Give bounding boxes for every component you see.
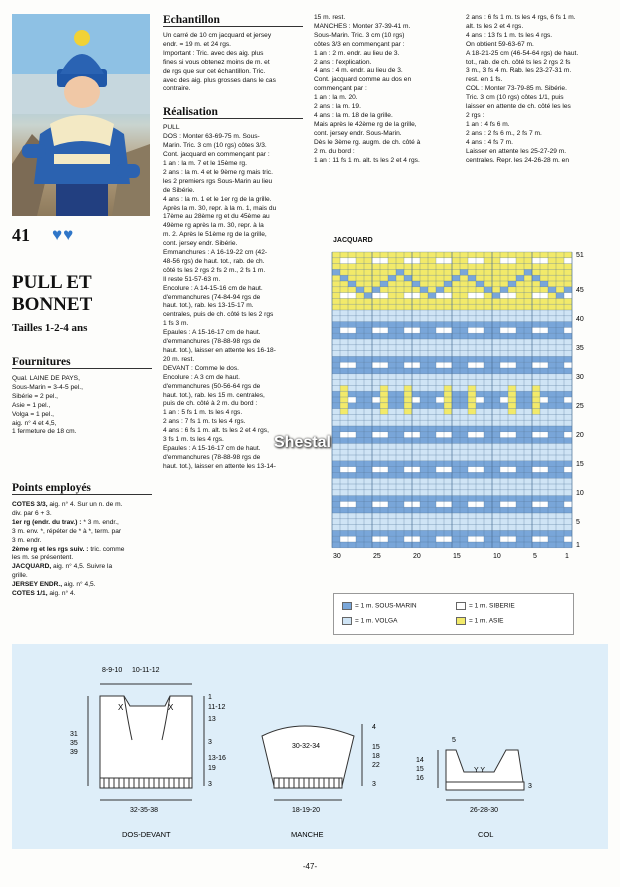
text-line: contraire. bbox=[163, 85, 191, 93]
text-line: Encolure : A 14-15-16 cm de haut. bbox=[163, 284, 263, 292]
text-line: 2 rgs : bbox=[466, 111, 485, 119]
points-line: div. par 6 + 3. bbox=[12, 509, 52, 517]
jacquard-grid bbox=[330, 246, 600, 586]
legend-siberie: = 1 m. SIBERIE bbox=[456, 602, 515, 610]
echantillon-text bbox=[163, 32, 303, 94]
manche-bottom: 18-19-20 bbox=[292, 807, 321, 814]
text-line: haut. tot.), laisser en attente les 16-18- bbox=[163, 347, 276, 354]
row-label: 45 bbox=[576, 286, 584, 294]
svg-text:15: 15 bbox=[372, 744, 380, 751]
col-yy: Y Y bbox=[474, 767, 486, 774]
text-line: MANCHES : Monter 37-39-41 m. bbox=[314, 22, 411, 30]
svg-text:3: 3 bbox=[372, 781, 376, 788]
dos-left-1: 31 bbox=[70, 731, 78, 738]
text-line: côté ts les 2 rgs 2 fs 2 m., 2 fs 1 m. bbox=[163, 266, 266, 274]
points-line: 3 m. endr. bbox=[12, 536, 42, 544]
manche-label: MANCHE bbox=[291, 830, 324, 839]
fournitures-list bbox=[12, 375, 152, 437]
svg-text:19: 19 bbox=[208, 765, 216, 772]
row-label: 10 bbox=[576, 489, 584, 497]
svg-text:14: 14 bbox=[416, 757, 424, 764]
points-line: 2ème rg et les rgs suiv. : tric. comme bbox=[12, 545, 125, 553]
points-line: les m. se présentent. bbox=[12, 554, 74, 562]
fournitures-section bbox=[12, 356, 152, 437]
svg-text:X: X bbox=[118, 703, 124, 712]
text-line: Emmanchures : A 16-19-22 cm (42- bbox=[163, 249, 268, 257]
text-line: laisser en attente de ch. côté les les bbox=[466, 103, 571, 111]
text-line: d'emmanchures (78-88-98 rgs de bbox=[163, 453, 261, 461]
dos-top-right: 10-11-12 bbox=[132, 667, 160, 674]
text-line: A 18-21-25 cm (46-54-64 rgs) de haut. bbox=[466, 49, 579, 57]
text-line: 4 ans : 13 fs 1 m. ts les 4 rgs. bbox=[466, 31, 553, 39]
svg-text:11-12: 11-12 bbox=[208, 704, 226, 711]
text-line: Volga = 1 pel., bbox=[12, 410, 54, 418]
col-top: 5 bbox=[452, 737, 456, 744]
text-line: 1 an : la m. 7 et le 15ème rg. bbox=[163, 159, 247, 167]
text-line: Il reste 51-57-63 m. bbox=[163, 275, 221, 283]
text-line: COL : Monter 73-79-85 m. Sibérie. bbox=[466, 85, 567, 93]
text-line: 4 ans : 4 m. endr. au lieu de 3. bbox=[314, 67, 403, 75]
text-line: Un carré de 10 cm jacquard et jersey bbox=[163, 32, 272, 39]
text-line: 1 an : 4 fs 6 m. bbox=[466, 120, 510, 128]
difficulty-hearts-icon: ♥♥ bbox=[52, 225, 75, 244]
text-line: 1 fermeture de 18 cm. bbox=[12, 428, 77, 436]
text-line: puis de ch. côté à 2 m. du bord : bbox=[163, 400, 258, 408]
text-line: fines si vous obtenez moins de m. et bbox=[163, 58, 270, 66]
text-line: Epaules : A 15-16-17 cm de haut. bbox=[163, 329, 261, 337]
text-line: 49ème rg après la m. 30, repr. à la bbox=[163, 222, 264, 230]
text-line: 4 ans : la m. 18 de la grille. bbox=[314, 111, 393, 119]
text-line: 3 m., 3 fs 4 m. Rab. les 23-27-31 m. bbox=[466, 67, 572, 75]
svg-text:13: 13 bbox=[208, 716, 216, 723]
text-line: endr. = 19 m. et 24 rgs. bbox=[163, 40, 231, 48]
text-line: Laisser en attente les 25-27-29 m. bbox=[466, 147, 567, 155]
legend-asie: = 1 m. ASIE bbox=[456, 617, 504, 625]
dos-bottom: 32-35-38 bbox=[130, 807, 159, 814]
col-label: 5 bbox=[533, 552, 537, 560]
text-column-3 bbox=[314, 14, 456, 165]
text-line: 2 ans : l'explication. bbox=[314, 58, 372, 66]
text-line: Qual. LAINE DE PAYS, bbox=[12, 375, 80, 382]
legend-sous-marin: = 1 m. SOUS-MARIN bbox=[342, 602, 417, 610]
row-label: 25 bbox=[576, 402, 584, 410]
points-line: COTES 3/3, aig. n° 4. Sur un n. de m. bbox=[12, 501, 123, 508]
text-line: 15 m. rest. bbox=[314, 14, 346, 21]
text-line: 2 ans : 7 fs 1 m. ts les 4 rgs. bbox=[163, 418, 246, 426]
text-line: 2 ans : la m. 4 et le 9ème rg mais tric. bbox=[163, 168, 273, 176]
manche-top: 30-32-34 bbox=[292, 743, 321, 750]
text-line: 4 ans : la m. 1 et le 1er rg de la grille. bbox=[163, 195, 272, 203]
text-line: 1 an : la m. 20. bbox=[314, 94, 358, 102]
text-line: centrales. Repr. les 24-26-28 m. en bbox=[466, 156, 569, 164]
text-line: de Sibérie. bbox=[163, 186, 195, 194]
text-line: cont. jersey endr. Sibérie. bbox=[163, 240, 238, 248]
text-line: Sous-Marin = 3-4-5 pel., bbox=[12, 383, 83, 391]
echantillon-section bbox=[163, 14, 303, 472]
points-line: JERSEY ENDR., aig. n° 4,5. bbox=[12, 581, 96, 589]
text-line: 1 an : 11 fs 1 m. alt. ts les 2 et 4 rgs. bbox=[314, 156, 420, 164]
text-line: côtes 3/3 en commençant par : bbox=[314, 40, 405, 48]
svg-text:3: 3 bbox=[528, 783, 532, 790]
text-line: Asie = 1 pel., bbox=[12, 401, 51, 409]
svg-text:X: X bbox=[168, 703, 174, 712]
legend bbox=[333, 593, 574, 635]
text-line: d'emmanchures (78-88-98 rgs de bbox=[163, 338, 261, 346]
points-line: grille. bbox=[12, 572, 28, 580]
dos-left-3: 39 bbox=[70, 749, 78, 756]
svg-text:3: 3 bbox=[208, 739, 212, 746]
text-line: les 2 premiers rgs Sous-Marin au lieu bbox=[163, 177, 273, 185]
text-line: centrales, puis de ch. côté ts les 2 rgs bbox=[163, 311, 274, 319]
row-label: 1 bbox=[576, 542, 580, 549]
col-label: 20 bbox=[413, 552, 421, 560]
model-number: 41 bbox=[12, 225, 30, 245]
text-line: 2 ans : 2 fs 6 m., 2 fs 7 m. bbox=[466, 129, 542, 137]
text-line: Après la m. 30, repr. à la m. 1, mais du bbox=[163, 204, 277, 212]
text-line: DOS : Monter 63-69-75 m. Sous- bbox=[163, 133, 260, 141]
text-line: rest. en 1 fs. bbox=[466, 76, 503, 84]
text-line: 2 ans : la m. 19. bbox=[314, 103, 361, 111]
svg-text:1: 1 bbox=[208, 694, 212, 701]
points-line: 1er rg (endr. du trav.) : * 3 m. endr., bbox=[12, 518, 119, 526]
text-line: d'emmanchures (50-56-64 rgs de bbox=[163, 382, 261, 390]
points-title: Points employés bbox=[12, 482, 152, 495]
text-line: Sous-Marin. Tric. 3 cm (10 rgs) bbox=[314, 31, 405, 39]
row-label: 20 bbox=[576, 431, 584, 439]
page-number: -47- bbox=[302, 862, 318, 871]
text-line: Sibérie = 2 pel., bbox=[12, 392, 59, 400]
text-line: DEVANT : Comme le dos. bbox=[163, 364, 239, 372]
text-line: Cont. jacquard comme au dos en bbox=[314, 76, 412, 84]
text-line: Dès le 3ème rg. augm. de ch. côté à bbox=[314, 138, 421, 146]
svg-text:22: 22 bbox=[372, 762, 380, 769]
schema-drawings bbox=[12, 644, 608, 849]
text-line: 1 fs 3 m. bbox=[163, 320, 189, 328]
text-line: Encolure : A 3 cm de haut. bbox=[163, 373, 240, 381]
schema-panel bbox=[12, 644, 608, 849]
col-label: 25 bbox=[373, 552, 381, 560]
text-line: commençant par : bbox=[314, 85, 367, 93]
realisation-title: Réalisation bbox=[163, 106, 303, 119]
col-label: COL bbox=[478, 830, 494, 839]
text-line: aig. n° 4 et 4,5, bbox=[12, 419, 57, 427]
row-label: 30 bbox=[576, 373, 584, 381]
text-line: Tric. 3 cm (10 rgs) côtes 1/1, puis bbox=[466, 94, 564, 102]
svg-text:16: 16 bbox=[416, 775, 424, 782]
text-line: avec des aig. plus grosses dans le cas bbox=[163, 76, 276, 84]
text-line: 4 ans : 6 fs 1 m. alt. ts les 2 et 4 rgs, bbox=[163, 427, 269, 435]
text-line: 2 m. du bord : bbox=[314, 147, 355, 155]
svg-text:18: 18 bbox=[372, 753, 380, 760]
text-line: haut. tot.), rab. les 15 m. centrales, bbox=[163, 391, 265, 399]
dos-top-left: 8-9-10 bbox=[102, 667, 123, 674]
text-line: Marin. Tric. 3 cm (10 rgs) côtes 3/3. bbox=[163, 142, 267, 150]
text-line: 20 m. rest. bbox=[163, 355, 195, 363]
col-label: 30 bbox=[333, 552, 341, 560]
points-list bbox=[12, 501, 152, 599]
text-line: 1 an : 5 fs 1 m. ts les 4 rgs. bbox=[163, 409, 243, 417]
col-label: 10 bbox=[493, 552, 501, 560]
text-line: haut. tot.), laisser en attente les 13-14- bbox=[163, 462, 276, 470]
fournitures-title: Fournitures bbox=[12, 356, 152, 369]
watermark: Shestal bbox=[274, 434, 331, 451]
text-line: 1 an : 2 m. endr. au lieu de 3. bbox=[314, 49, 400, 57]
points-line: JACQUARD, aig. n° 4,5. Suivre la bbox=[12, 563, 113, 571]
text-line: alt. ts les 2 et 4 rgs. bbox=[466, 22, 524, 30]
text-line: 3 fs 1 m. ts les 4 rgs. bbox=[163, 436, 224, 444]
text-line: d'emmanchures (74-84-94 rgs de bbox=[163, 293, 261, 301]
row-label: 35 bbox=[576, 344, 584, 352]
svg-text:3: 3 bbox=[208, 781, 212, 788]
text-line: 4 ans : 4 fs 7 m. bbox=[466, 138, 513, 146]
realisation-text bbox=[163, 124, 303, 471]
text-line: PULL bbox=[163, 124, 180, 132]
text-line: cont. jersey endr. Sous-Marin. bbox=[314, 129, 402, 137]
points-line: 3 m. env. *, répéter de * à *, term. par bbox=[12, 527, 122, 535]
points-section bbox=[12, 482, 152, 599]
text-line: 48-56 rgs) de haut. tot., rab. de ch. bbox=[163, 257, 265, 265]
col-label: 1 bbox=[565, 552, 569, 560]
text-line: Epaules : A 15-16-17 cm de haut. bbox=[163, 444, 261, 452]
text-line: haut. tot.), rab. les 13-15-17 m. bbox=[163, 302, 254, 310]
jacquard-title: JACQUARD bbox=[333, 237, 373, 244]
text-line: 17ème au 28ème rg et du 45ème au bbox=[163, 213, 270, 221]
sizes: Tailles 1-2-4 ans bbox=[12, 322, 88, 334]
legend-volga: = 1 m. VOLGA bbox=[342, 617, 397, 625]
row-label: 15 bbox=[576, 460, 584, 468]
svg-text:13-16: 13-16 bbox=[208, 755, 226, 762]
page-title: PULL ET BONNET bbox=[12, 272, 93, 315]
row-label: 51 bbox=[576, 252, 584, 259]
text-line: tot., rab. de ch. côté ts les 2 rgs 2 fs bbox=[466, 58, 571, 66]
text-column-4 bbox=[466, 14, 608, 165]
row-label: 40 bbox=[576, 315, 584, 323]
dos-label: DOS-DEVANT bbox=[122, 830, 171, 839]
points-line: COTES 1/1, aig. n° 4. bbox=[12, 590, 76, 598]
text-line: m. 2. Après le 51ème rg de la grille, bbox=[163, 231, 267, 239]
echantillon-title: Echantillon bbox=[163, 14, 303, 27]
photo-child bbox=[12, 14, 150, 216]
text-line: 2 ans : 6 fs 1 m. ts les 4 rgs, 6 fs 1 m. bbox=[466, 14, 576, 21]
text-line: Cont. jacquard en commençant par : bbox=[163, 151, 270, 159]
text-line: Mais après le 42ème rg de la grille, bbox=[314, 120, 417, 128]
col-bottom: 26-28-30 bbox=[470, 807, 499, 814]
dos-left-2: 35 bbox=[70, 740, 78, 747]
svg-text:4: 4 bbox=[372, 724, 376, 731]
col-label: 15 bbox=[453, 552, 461, 560]
text-line: Important : Tric. avec des aig. plus bbox=[163, 49, 264, 57]
text-line: On obtient 59-63-67 m. bbox=[466, 40, 534, 48]
row-label: 5 bbox=[576, 518, 580, 526]
text-line: de rgs que sur cet échantillon. Tric. bbox=[163, 67, 266, 75]
svg-text:15: 15 bbox=[416, 766, 424, 773]
